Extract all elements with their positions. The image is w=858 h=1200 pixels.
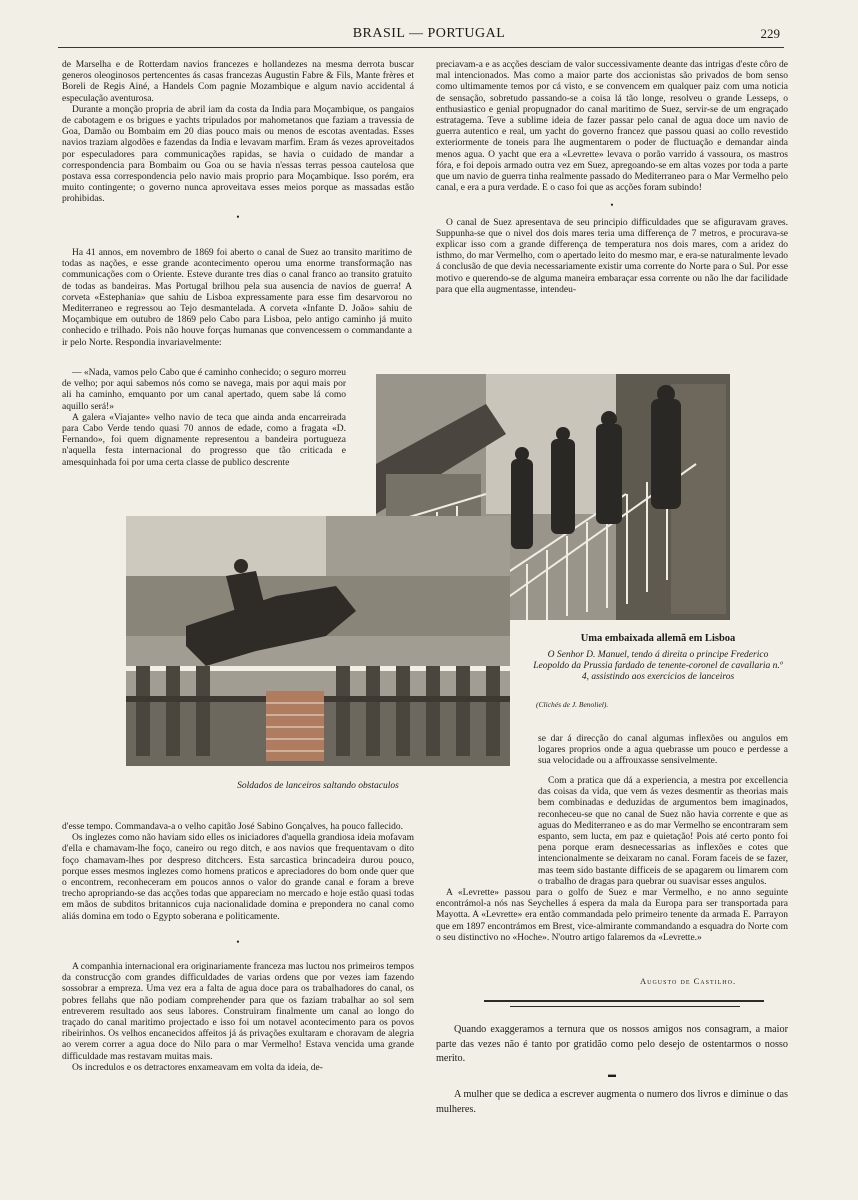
paragraph: Os inglezes como não haviam sido elles os iniciadores d'aquella grandiosa ideia mofavam d'ella e chamavam-lhe foço, caneiro ou rego ditch, e aos navios que frequentavam o dito foço chamavam-lhes por despreso ditchcers. Esta sarcastica brincadeira durou pouco, porque esses mesmos inglezes como homens praticos e apreciadores do bom onde quer que o encontrem, reconheceram em poucos annos o valor do grande canal e foram a breve trecho apropriando-se das acções todas que appareciam no mercado e hoje estão quasi todas em mãos de subditos britannicos cuja nacionalidade domina e prepondera no canal como aliás domina em todo o Egypto soberana e politicamente. — [62, 833, 414, 922]
left-column-top — [62, 60, 414, 229]
paragraph: Durante a monção propria de abril iam da costa da India para Moçambique, os pangaios de cabotagem e os brigues e yachts tripulados por mahometanos que faziam a travessia de Goa, Damão ou Bombaim em 20 dias pouco mais ou menos de escotas aventadas. Esses navios traziam algodões e fazendas da India e levavam marfim. Eram ás vezes aproveitados por especuladores para communicações rapidas, se havia o cuidado de mandar a correspondencia para Bombaim ou Goa ou se havia n'essas terras pessoa cautelosa que postava essa correspondencia pelo navio mais proprio para Moçambique. Isso porém, era muito contingente; o governo nunca aproveitava esses meios porque as massadas estão prohibidas. — [62, 104, 414, 205]
embassy-caption-title: Uma embaixada allemã em Lisboa — [580, 633, 736, 644]
paragraph: Ha 41 annos, em novembro de 1869 foi aberto o canal de Suez ao transito maritimo de todas as nações, e esse grande acontecimento operou uma enorme transformação nas communicações com o Oriente. Esteve durante tres dias o canal franco ao transito gratuito de todas as bandeiras. Mas Portugal brilhou pela sua ausencia de navios de guerra! A corveta «Estephania» que sahiu de Lisboa expressamente para esse fim desarvorou no Mediterraneo e regressou ao Tejo desmantelada. A corveta «Infante D. João» sahiu de Moçambique em outubro de 1869 pelo Cabo para Lisboa, pelo antigo caminho já muito conhecido e trilhado. Pois não houve forças humanas que convencessem o commandante a ir pelo Norte. Respondia invariavelmente: — [62, 248, 412, 348]
closing-note-2 — [436, 1088, 788, 1117]
right-column-bottom — [436, 776, 788, 944]
section-ornament: • — [610, 200, 614, 211]
photo-lanceiros — [126, 516, 510, 766]
page-header — [0, 26, 858, 46]
left-column-bottom — [62, 822, 414, 1074]
article-author: Augusto de Castilho. — [640, 976, 737, 986]
lanceiros-photo-image — [126, 516, 510, 766]
section-ornament: • — [236, 936, 240, 947]
paragraph: O canal de Suez apresentava de seu principio difficuldades que se afiguravam graves. Suppunha-se que o nivel dos dois mares teria uma differença de 7 metros, e procurava-se explicar isso com a grande differença de temperatura nos dois mares, com a aridez do isthmo, do mar Vermelho, com o apertado leito do mesmo mar, e era-se naturalmente levado á conclusão de que devia necessariamente existir uma corrente do Norte para o Sul. Por esse motivo e querendo-se de alguma maneira embaraçar essa corrente ou não lhe dar facilidade para que ella augmentasse, intendeu- — [436, 217, 788, 295]
paragraph: d'esse tempo. Commandava-a o velho capitão José Sabino Gonçalves, ha pouco fallecido. — [62, 822, 403, 832]
right-column-top — [436, 60, 788, 296]
embassy-caption-text: O Senhor D. Manuel, tendo á direita o principe Frederico Leopoldo da Prussia fardado de tenente-coronel de cavallaria n.º 4, assistindo aos exercicios de lanceiros — [533, 650, 783, 682]
photo-credit: (Clichés de J. Benoliel). — [536, 700, 609, 709]
paragraph: de Marselha e de Rotterdam navios francezes e hollandezes na mesma derrota buscar generos oleoginosos pertencentes ás casas francezas Augustin Fabre & Fils, Mante frères et Boreli de Regis Ainé, a Handels Com pagnie Mozambique e algum navio accidental á especulação aventurosa. — [62, 60, 414, 104]
closing-note-1 — [436, 1023, 788, 1067]
right-column-middle — [538, 734, 788, 768]
paragraph: — «Nada, vamos pelo Cabo que é caminho conhecido; o seguro morreu de velho; por aqui sabemos nós como se navega, mais por aqui mais por ali ha caminho, emquanto por um canal apertado, quem sabe lá como aquillo será!» — [62, 368, 346, 412]
paragraph: se dar á direcção do canal algumas inflexões ou angulos em logares proprios onde a agua quebrasse um pouco e perdesse a sua velocidade ou a affrouxasse sensivelmente. — [538, 734, 788, 767]
paragraph: A companhia internacional era originariamente franceza mas luctou nos primeiros tempos da construcção com grandes difficuldades de varias ordens que por vezes iam fazendo sossobrar a empreza. Uma vez era a falta de agua doce para os trabalhadores do canal, os pobres fellahs que não podiam comprehender para que os faziam trabalhar ao sol sem entreverem resultado aos seus labores. Construiram finalmente um canal ao longo do traçado do canal maritimo projectado e isso foi um notavel acontecimento para os povos ribeirinhos. Os velhos encanecidos affeitos já ás privações exultaram e choravam de alegria ao verem correr a agua doce do Nilo para o mar Vermelho! Estava vencida uma grande difficuldade mas restavam muitas mais. — [62, 962, 414, 1062]
left-column-middle — [62, 248, 412, 349]
note-ornament-icon: ▬ — [608, 1070, 616, 1079]
left-column-middle-narrow — [62, 368, 346, 469]
paragraph: A galera «Viajante» velho navio de teca que ainda anda encarreirada para Cabo Verde tendo quasi 70 annos de edade, como a fragata «D. Fernando», foi quem dignamente representou a bandeira portugueza n'aquella festa internacional do progresso que tão criticada e amesquinhada foi por uma certa classe de publico descrente — [62, 412, 346, 468]
header-rule — [58, 47, 784, 48]
paragraph: Os incredulos e os detractores enxameavam em volta da ideia, de- — [72, 1062, 323, 1073]
paragraph: A mulher que se dedica a escrever augmenta o numero dos livros e diminue o das mulheres. — [436, 1089, 788, 1115]
paragraph: Quando exaggeramos a ternura que os nossos amigos nos consagram, a maior parte das vezes não é tanto por gratidão como pelo desejo de ostentarmos o nosso merito. — [436, 1024, 788, 1064]
running-title: BRASIL — PORTUGAL — [352, 26, 506, 41]
section-ornament: • — [236, 211, 240, 222]
paragraph: preciavam-a e as acções desciam de valor successivamente deante das intrigas d'este côro de mal intencionados. Mas como a maior parte dos accionistas são privados de bom senso como ultimamente temos por cá visto, e se convencem em qualquer paiz com uma noticia de sensação, sobretudo passando-se a coisa lá tão longe, resolveu o grande Lesseps, o enthusiastico e genial propugnador do canal maritimo de Suez, servir-se de um engraçado estratagema. Teve a sublime ideia de fazer passar pelo canal de agua doce um navio de guerra autentico e real, um yacht do governo francez que passou quasi ao collo revestido exteriormente de toneis para lhe augmentarem o poder de fluctuação e demandar ainda menos agua. O yacht que era a «Levrette» levava o porão varrido á vassoura, os mastros fóra, e foi depois armado outra vez em Suez, apregoando-se em altas vozes por toda a parte que um navio de guerra tinha realmente passado do Mediterraneo para o Mar Vermelho pelo canal, e era a pura verdade. E o caso foi que as acções foram subindo! — [436, 60, 788, 194]
separator-rule-thin — [510, 1006, 740, 1007]
page-number: 229 — [760, 26, 780, 41]
paragraph: Com a pratica que dá a experiencia, a mestra por excellencia das coisas da vida, que vem ás vezes desmentir as theorias mais bem combinadas e deduzidas de argumentos bem imaginados, reconheceu-se que no canal de Suez não havia corrente e que as aguas do Mediterraneo e as do mar Vermelho se encontraram sem espanto, sem lucta, em paz e quietação! Pois até certo ponto foi pena porque eram desnecessarias as inflexões e cotes que intencionalmente se deixaram no canal. Foram faceis de se fazer, mas teem sido bastante difficeis de se apagarem ou limarem com o trabalho de dragas para quebrar ou suavisar esses angulos. — [538, 776, 788, 887]
lanceiros-caption: Soldados de lanceiros saltando obstaculos — [237, 781, 399, 791]
separator-rule — [484, 1000, 764, 1002]
paragraph: A «Levrette» passou para o golfo de Suez e mar Vermelho, e no anno seguinte encontrámol-a nós nas Seychelles á espera da mala da Europa para ser transportada para Mayotta. A «Levrette» era então commandada pelo primeiro tenente da armada E. Parrayon que em 1897 encontrámos em Brest, vice-almirante commandando a esquadra do Norte com o seu distinctivo no «Hoche». N'outro artigo falaremos da «Levrette.» — [436, 888, 788, 943]
